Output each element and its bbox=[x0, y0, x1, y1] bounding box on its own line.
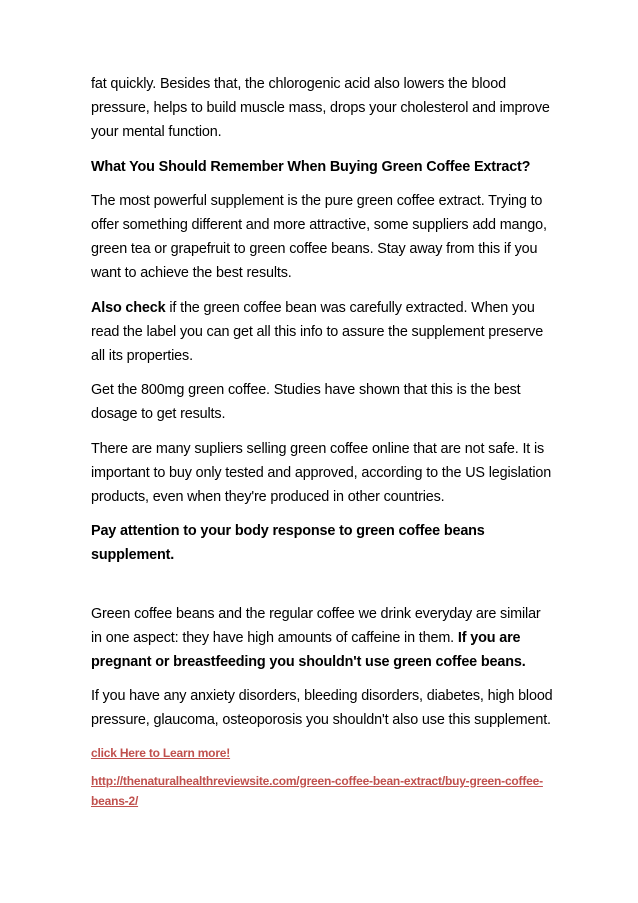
paragraph-suppliers: There are many supliers selling green coffee online that are not safe. It is important to buy only tested and approved, according to the US legislation products, even when they're produced in other countries. bbox=[91, 440, 552, 506]
section-heading-body-response: Pay attention to your body response to green coffee beans supplement. bbox=[91, 523, 485, 564]
paragraph-also-check bbox=[91, 296, 555, 369]
also-check-text: if the green coffee bean was carefully extracted. When you read the label you can get all this info to assure the supplement preserve all its properties. bbox=[91, 299, 544, 365]
pregnancy-warning: If you are pregnant or breastfeeding you shouldn't use green coffee beans. bbox=[91, 629, 526, 671]
review-site-link[interactable]: http://thenaturalhealthreviewsite.com/green-coffee-bean-extract/buy-green-coffee-beans-2/ bbox=[91, 773, 543, 808]
also-check-bold: Also check bbox=[91, 299, 166, 316]
paragraph-intro: fat quickly. Besides that, the chlorogenic acid also lowers the blood pressure, helps to build muscle mass, drops your cholesterol and improve your mental function. bbox=[91, 76, 550, 141]
caffeine-text: Green coffee beans and the regular coffee we drink everyday are similar in one aspect: they have high amounts of caffeine in them. bbox=[91, 605, 541, 646]
section-heading-buying: What You Should Remember When Buying Green Coffee Extract? bbox=[91, 158, 531, 175]
blank-line bbox=[91, 578, 555, 602]
paragraph-disorders: If you have any anxiety disorders, bleeding disorders, diabetes, high blood pressure, glaucoma, osteoporosis you shouldn't also use this supplement. bbox=[91, 688, 553, 729]
paragraph-dosage: Get the 800mg green coffee. Studies have shown that this is the best dosage to get results. bbox=[91, 382, 521, 423]
paragraph-pure-extract: The most powerful supplement is the pure green coffee extract. Trying to offer something different and more attractive, some suppliers add mango, green tea or grapefruit to green coffee beans. Stay away from this if you want to achieve the best results. bbox=[91, 192, 547, 282]
learn-more-link[interactable]: click Here to Learn more! bbox=[91, 745, 231, 760]
paragraph-caffeine bbox=[91, 602, 555, 675]
document-page bbox=[91, 72, 555, 819]
